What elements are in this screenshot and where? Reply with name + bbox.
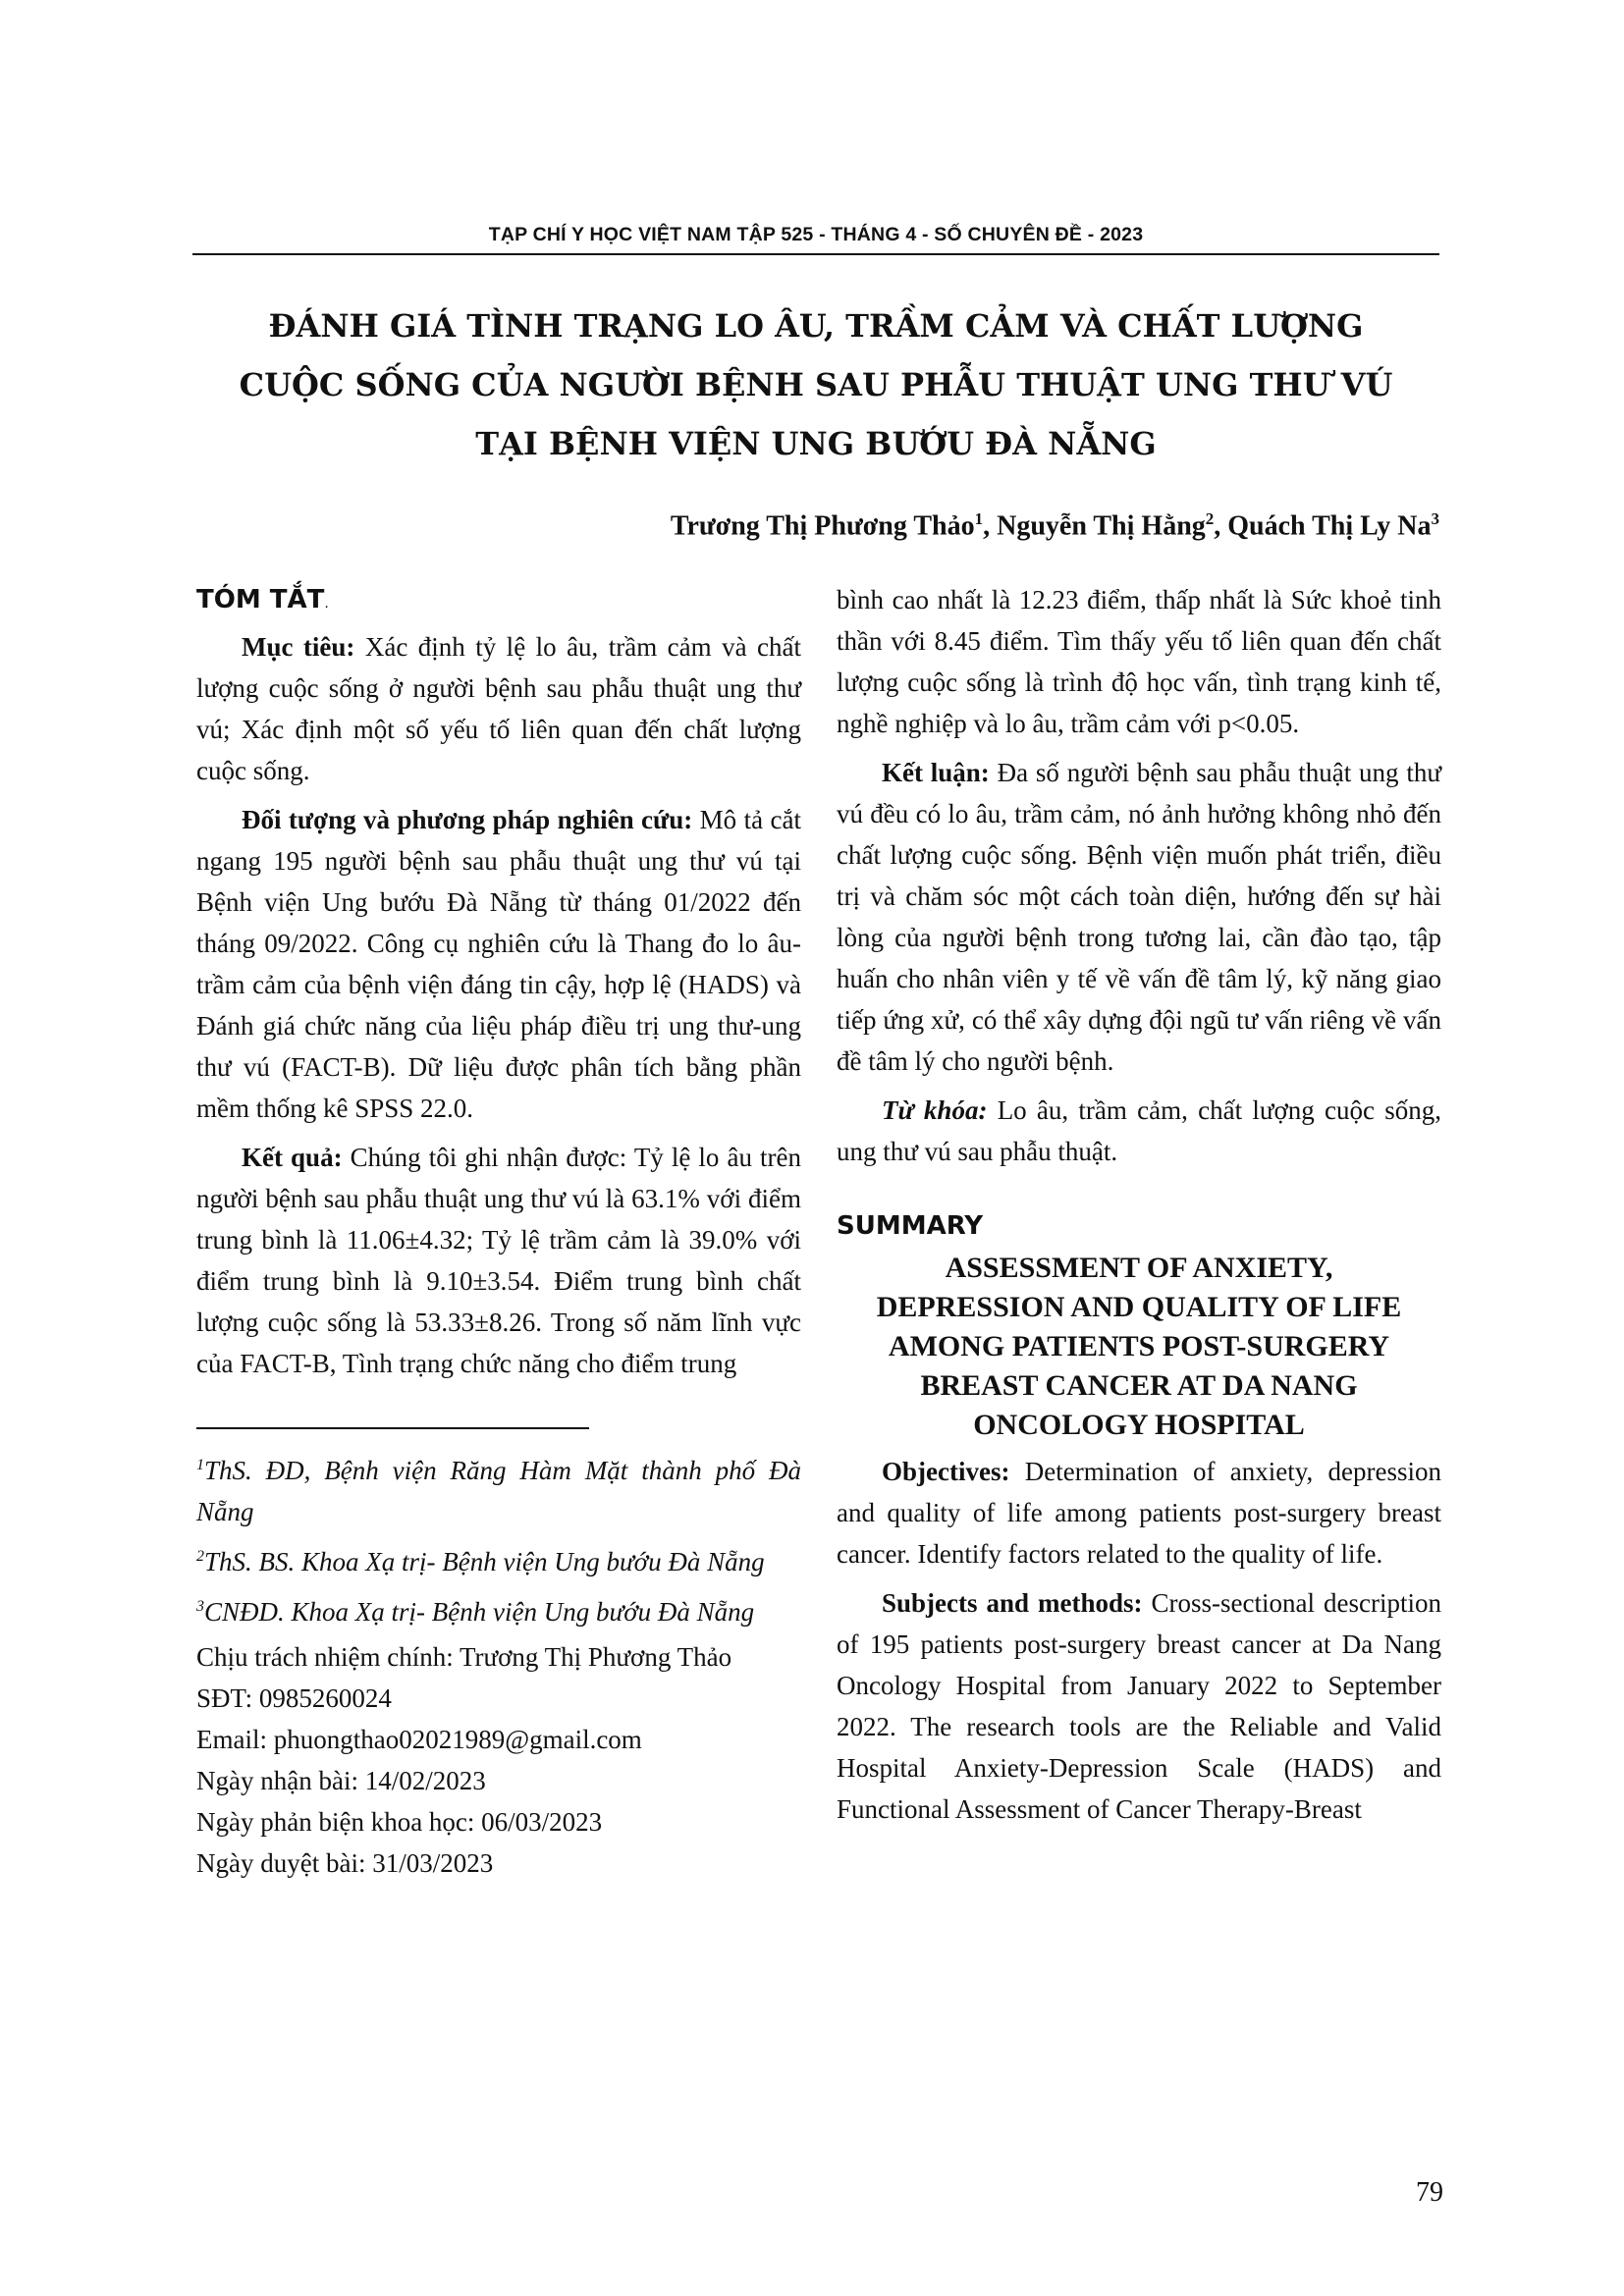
footnote [196, 1586, 801, 1632]
date-reviewed: Ngày phản biện khoa học: 06/03/2023 [196, 1807, 603, 1837]
keywords-text: Lo âu, trầm cảm, chất lượng cuộc sống, ung thư vú sau phẫu thuật. [837, 1095, 1441, 1166]
author-list [192, 503, 1439, 543]
footnote-mark: 3 [196, 1598, 204, 1615]
keywords-label: Từ khóa: [882, 1095, 988, 1125]
abstract-methods [196, 799, 801, 1129]
left-column [196, 579, 801, 1884]
footnote [196, 1445, 801, 1532]
conclusion-label: Kết luận: [882, 758, 990, 787]
header-rule [192, 253, 1439, 255]
footnote [196, 1536, 801, 1582]
methods-text: Mô tả cắt ngang 195 người bệnh sau phẫu thuật ung thư vú tại Bệnh viện Ung bướu Đà Nẵng từ tháng 01/2022 đến tháng 09/2022. Công cụ nghiên cứu là Thang đo lo âu-trầm cảm của bệnh viện đáng tin cậy, hợp lệ (HADS) và Đánh giá chức năng của liệu pháp điều trị ung thư-ung thư vú (FACT-B). Dữ liệu được phân tích bằng phần mềm thống kê SPSS 22.0. [196, 805, 801, 1123]
subjects-methods-text: Cross-sectional description of 195 patients post-surgery breast cancer at Da Nang Oncology Hospital from January 2022 to September 2022. The research tools are the Reliable and Valid Hospital Anxiety-Depression Scale (HADS) and Functional Assessment of Cancer Therapy-Breast [837, 1588, 1441, 1824]
footnote-rule [196, 1427, 589, 1429]
email-address: Email: phuongthao02021989@gmail.com [196, 1725, 642, 1754]
abstract-results-continued: bình cao nhất là 12.23 điểm, thấp nhất là Sức khoẻ tinh thần với 8.45 điểm. Tìm thấy yếu tố liên quan đến chất lượng cuộc sống là trình độ học vấn, tình trạng kinh tế, nghề nghiệp và lo âu, trầm cảm với p<0.05. [837, 585, 1441, 738]
footnote-mark: 2 [196, 1548, 204, 1565]
title-line: ĐÁNH GIÁ TÌNH TRẠNG LO ÂU, TRẦM CẢM VÀ CHẤT LƯỢNG [268, 307, 1364, 345]
author-separator: , [1214, 510, 1228, 542]
right-column [837, 579, 1441, 1838]
summary-objectives [837, 1451, 1441, 1575]
date-accepted: Ngày duyệt bài: 31/03/2023 [196, 1848, 494, 1878]
results-text: Chúng tôi ghi nhận được: Tỷ lệ lo âu trên người bệnh sau phẫu thuật ung thư vú là 63.1% với điểm trung bình là 11.06±4.32; Tỷ lệ trầm cảm là 39.0% với điểm trung bình là 9.10±3.54. Điểm trung bình chất lượng cuộc sống là 53.33±8.26. Trong số năm lĩnh vực của FACT-B, Tình trạng chức năng cho điểm trung [196, 1143, 801, 1378]
author-affiliation-mark: 1 [974, 509, 984, 528]
english-title-line: AMONG PATIENTS POST-SURGERY [888, 1330, 1390, 1362]
english-title-line: DEPRESSION AND QUALITY OF LIFE [876, 1291, 1402, 1323]
conclusion-text: Đa số người bệnh sau phẫu thuật ung thư vú đều có lo âu, trầm cảm, nó ảnh hưởng không nhỏ đến chất lượng cuộc sống. Bệnh viện muốn phát triển, điều trị và chăm sóc một cách toàn diện, hướng đến sự hài lòng của người bệnh trong tương lai, cần đào tạo, tập huấn cho nhân viên y tế về vấn đề tâm lý, kỹ năng giao tiếp ứng xử, có thể xây dựng đội ngũ tư vấn riêng về vấn đề tâm lý cho người bệnh. [837, 758, 1441, 1076]
abstract-keywords [837, 1090, 1441, 1172]
english-title-line: ASSESSMENT OF ANXIETY, [945, 1252, 1333, 1284]
objectives-text: Determination of anxiety, depression and quality of life among patients post-surgery breast cancer. Identify factors related to the quality of life. [837, 1457, 1441, 1569]
subjects-methods-label: Subjects and methods: [882, 1588, 1143, 1618]
footnote-text: CNĐD. Khoa Xạ trị- Bệnh viện Ung bướu Đà Nẵng [204, 1597, 755, 1627]
objective-label: Mục tiêu: [242, 632, 355, 662]
summary-heading: SUMMARY [837, 1211, 984, 1241]
page-number: 79 [1416, 2177, 1443, 2208]
objectives-label: Objectives: [882, 1457, 1010, 1486]
title-line: TẠI BỆNH VIỆN UNG BƯỚU ĐÀ NẴNG [475, 425, 1157, 462]
author-name: Nguyễn Thị Hằng [997, 510, 1206, 542]
english-title-line: ONCOLOGY HOSPITAL [973, 1409, 1305, 1441]
abstract-heading [196, 579, 801, 624]
summary-methods [837, 1582, 1441, 1830]
corresponding-author: Chịu trách nhiệm chính: Trương Thị Phương Thảo [196, 1642, 732, 1672]
footnote-text: ThS. BS. Khoa Xạ trị- Bệnh viện Ung bướu Đà Nẵng [204, 1547, 765, 1576]
author-name: Trương Thị Phương Thảo [670, 510, 975, 542]
abstract-objective [196, 626, 801, 791]
phone-number: SĐT: 0985260024 [196, 1683, 392, 1713]
author-separator: , [983, 510, 998, 542]
abstract-conclusion [837, 752, 1441, 1082]
footnote-mark: 1 [196, 1457, 204, 1473]
date-received: Ngày nhận bài: 14/02/2023 [196, 1766, 486, 1795]
results-label: Kết quả: [242, 1143, 343, 1172]
author-name: Quách Thị Ly Na [1227, 510, 1432, 542]
running-header: TẠP CHÍ Y HỌC VIỆT NAM TẬP 525 - THÁNG 4 - SỐ CHUYÊN ĐỀ - 2023 [488, 224, 1144, 245]
objective-text: Xác định tỷ lệ lo âu, trầm cảm và chất lượng cuộc sống ở người bệnh sau phẫu thuật ung thư vú; Xác định một số yếu tố liên quan đến chất lượng cuộc sống. [196, 632, 802, 785]
abstract-heading-text: TÓM TẮT [196, 585, 325, 614]
abstract-heading-mark: . [324, 596, 329, 612]
methods-label: Đối tượng và phương pháp nghiên cứu: [242, 805, 693, 834]
english-title-line: BREAST CANCER AT DA NANG [920, 1369, 1358, 1402]
title-line: CUỘC SỐNG CỦA NGƯỜI BỆNH SAU PHẪU THUẬT UNG THƯ VÚ [239, 366, 1393, 403]
author-affiliation-mark: 3 [1431, 509, 1439, 528]
abstract-results [196, 1137, 801, 1384]
author-affiliation-mark: 2 [1205, 509, 1215, 528]
english-title [837, 1249, 1441, 1445]
article-title [192, 296, 1439, 473]
footnote-text: ThS. ĐD, Bệnh viện Răng Hàm Mặt thành phố Đà Nẵng [196, 1456, 801, 1526]
